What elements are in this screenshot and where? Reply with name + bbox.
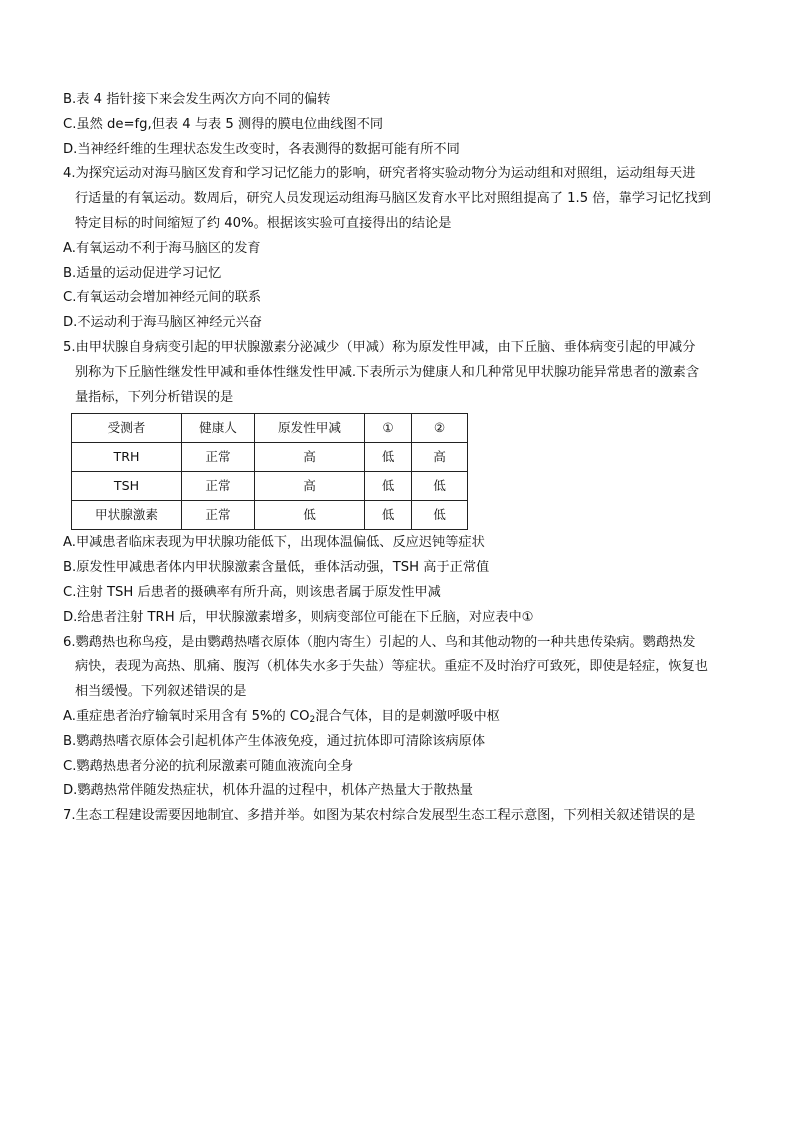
q5-stem-line-2: 别称为下丘脑性继发性甲减和垂体性继发性甲减.下表所示为健康人和几种常见甲状腺功能异常患者的激素含 — [75, 364, 700, 380]
hormone-table — [71, 413, 468, 530]
question-7 — [63, 804, 735, 829]
q3-option-c: C.虽然 de=fg,但表 4 与表 5 测得的膜电位曲线图不同 — [63, 116, 384, 132]
table-cell: 低 — [365, 472, 412, 501]
q4-option-a: A.有氧运动不利于海马脑区的发育 — [63, 240, 261, 256]
q3-option-b: B.表 4 指针接下来会发生两次方向不同的偏转 — [63, 92, 331, 107]
q5-option-d: D.给患者注射 TRH 后，甲状腺激素增多，则病变部位可能在下丘脑，对应表中① — [63, 609, 534, 625]
q6-stem-line-1: 6.鹦鹉热也称鸟疫，是由鹦鹉热嗜衣原体（胞内寄生）引起的人、鸟和其他动物的一种共患传染病。鹦鹉热发 — [63, 634, 696, 650]
exam-page — [63, 88, 735, 829]
table-cell: 高 — [255, 472, 365, 501]
table-cell: 低 — [412, 501, 468, 530]
q4-stem-line-1: 4.为探究运动对海马脑区发育和学习记忆能力的影响，研究者将实验动物分为运动组和对照组，运动组每天进 — [63, 166, 696, 182]
table-header-cell: ① — [365, 414, 412, 443]
q6-option-c: C.鹦鹉热患者分泌的抗利尿激素可随血液流向全身 — [63, 758, 354, 774]
table-header-cell: 健康人 — [182, 414, 255, 443]
q6-option-a — [63, 705, 735, 730]
q4-stem-line-2: 行适量的有氧运动。数周后，研究人员发现运动组海马脑区发育水平比对照组提高了 1.5 倍，靠学习记忆找到 — [75, 191, 711, 207]
q4-option-b: B.适量的运动促进学习记忆 — [63, 265, 222, 281]
q6-option-d: D.鹦鹉热常伴随发热症状，机体升温的过程中，机体产热量大于散热量 — [63, 783, 473, 799]
q5-option-a: A.甲减患者临床表现为甲状腺功能低下，出现体温偏低、反应迟钝等症状 — [63, 535, 485, 551]
table-header-cell: ② — [412, 414, 468, 443]
q4-stem-line-3: 特定目标的时间缩短了约 40%。根据该实验可直接得出的结论是 — [75, 215, 452, 231]
table-cell: 高 — [412, 443, 468, 472]
table-cell: 低 — [365, 443, 412, 472]
table-header-cell: 受测者 — [72, 414, 182, 443]
q6-option-a-prefix: A.重症患者治疗输氧时采用含有 5%的 CO — [63, 708, 310, 724]
table-cell: 高 — [255, 443, 365, 472]
question-4 — [63, 162, 735, 336]
table-cell: 低 — [365, 501, 412, 530]
q6-stem-line-2: 病快，表现为高热、肌痛、腹泻（机体失水多于失盐）等症状。重症不及时治疗可致死，即使是轻症，恢复也 — [75, 659, 708, 675]
q4-option-d: D.不运动利于海马脑区神经元兴奋 — [63, 315, 262, 331]
table-cell: TSH — [72, 472, 182, 501]
q6-stem-line-3: 相当缓慢。下列叙述错误的是 — [75, 684, 247, 700]
table-header-row — [72, 414, 468, 443]
table-row — [72, 443, 468, 472]
q6-option-b: B.鹦鹉热嗜衣原体会引起机体产生体液免疫，通过抗体即可清除该病原体 — [63, 733, 486, 749]
table-cell: TRH — [72, 443, 182, 472]
q5-stem-line-1: 5.由甲状腺自身病变引起的甲状腺激素分泌减少（甲减）称为原发性甲减，由下丘脑、垂体病变引起的甲减分 — [63, 339, 696, 355]
table-cell: 甲状腺激素 — [72, 501, 182, 530]
q3-option-d: D.当神经纤维的生理状态发生改变时，各表测得的数据可能有所不同 — [63, 141, 460, 157]
q3-options — [63, 88, 735, 162]
table-row — [72, 472, 468, 501]
table-cell: 低 — [255, 501, 365, 530]
table-row — [72, 501, 468, 530]
table-cell: 正常 — [182, 472, 255, 501]
table-cell: 正常 — [182, 501, 255, 530]
table-header-cell: 原发性甲减 — [255, 414, 365, 443]
question-5 — [63, 336, 735, 631]
table-cell: 正常 — [182, 443, 255, 472]
table-cell: 低 — [412, 472, 468, 501]
q7-stem: 7.生态工程建设需要因地制宜、多措并举。如图为某农村综合发展型生态工程示意图，下列相关叙述错误的是 — [63, 808, 696, 824]
question-6 — [63, 631, 735, 805]
q6-option-a-suffix: 混合气体，目的是刺激呼吸中枢 — [315, 708, 500, 724]
q5-stem-line-3: 量指标，下列分析错误的是 — [75, 389, 234, 405]
q5-option-b: B.原发性甲减患者体内甲状腺激素含量低，垂体活动强，TSH 高于正常值 — [63, 560, 490, 576]
q6-option-a-subscript: 2 — [309, 714, 316, 725]
q5-option-c: C.注射 TSH 后患者的摄碘率有所升高，则该患者属于原发性甲减 — [63, 584, 441, 600]
q4-option-c: C.有氧运动会增加神经元间的联系 — [63, 290, 262, 306]
